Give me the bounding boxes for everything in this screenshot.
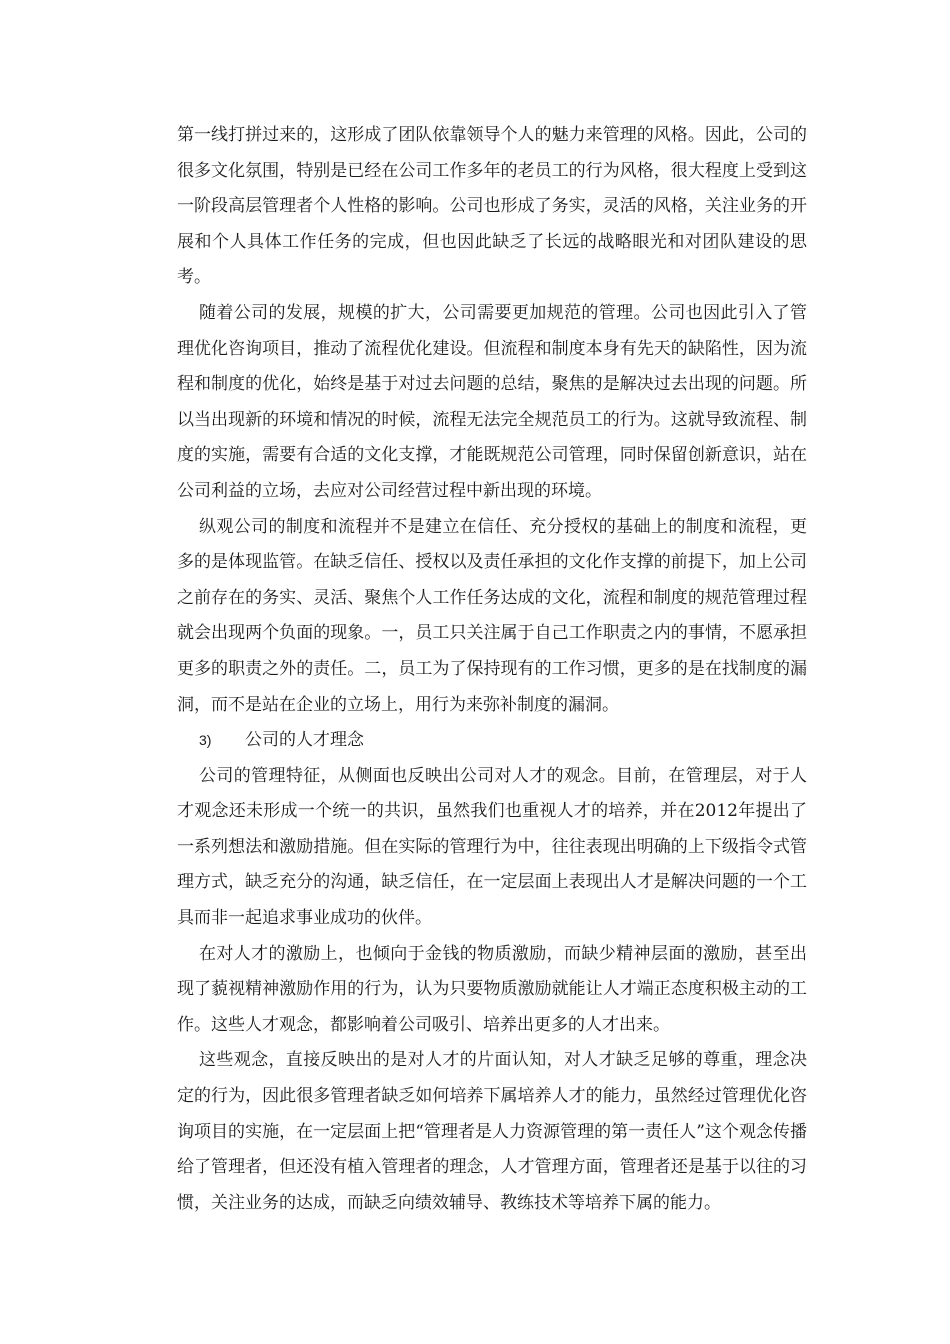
paragraph-3: 纵观公司的制度和流程并不是建立在信任、充分授权的基础上的制度和流程，更多的是体现监管。在缺乏信任、授权以及责任承担的文化作支撑的前提下，加上公司之前存在的务实、灵活、聚焦个人工作任务达成的文化，流程和制度的规范管理过程就会出现两个负面的现象。一，员工只关注属于自己工作职责之内的事情，不愿承担更多的职责之外的责任。二，员工为了保持现有的工作习惯，更多的是在找制度的漏洞，而不是站在企业的立场上，用行为来弥补制度的漏洞。 — [177, 516, 807, 715]
document-page — [177, 118, 807, 1221]
paragraph-1: 第一线打拼过来的，这形成了团队依靠领导个人的魅力来管理的风格。因此，公司的很多文化氛围，特别是已经在公司工作多年的老员工的行为风格，很大程度上受到这一阶段高层管理者个人性格的影响。公司也形成了务实，灵活的风格，关注业务的开展和个人具体工作任务的完成，但也因此缺乏了长远的战略眼光和对团队建设的思考。 — [177, 125, 807, 288]
paragraph-5: 在对人才的激励上，也倾向于金钱的物质激励，而缺少精神层面的激励，甚至出现了藐视精神激励作用的行为，认为只要物质激励就能让人才端正态度积极主动的工作。这些人才观念，都影响着公司吸引、培养出更多的人才出来。 — [177, 943, 807, 1035]
paragraph-2: 随着公司的发展，规模的扩大，公司需要更加规范的管理。公司也因此引入了管理优化咨询项目，推动了流程优化建设。但流程和制度本身有先天的缺陷性，因为流程和制度的优化，始终是基于对过去问题的总结，聚焦的是解决过去出现的问题。所以当出现新的环境和情况的时候，流程无法完全规范员工的行为。这就导致流程、制度的实施，需要有合适的文化支撑，才能既规范公司管理，同时保留创新意识，站在公司利益的立场，去应对公司经营过程中新出现的环境。 — [177, 302, 807, 501]
section-heading — [177, 723, 807, 759]
section-number: 3) — [199, 732, 212, 749]
section-title: 公司的人才理念 — [245, 730, 364, 751]
paragraph-6: 这些观念，直接反映出的是对人才的片面认知，对人才缺乏足够的尊重，理念决定的行为，因此很多管理者缺乏如何培养下属培养人才的能力，虽然经过管理优化咨询项目的实施，在一定层面上把“管理者是人力资源管理的第一责任人”这个观念传播给了管理者，但还没有植入管理者的理念，人才管理方面，管理者还是基于以往的习惯，关注业务的达成，而缺乏向绩效辅导、教练技术等培养下属的能力。 — [177, 1050, 807, 1213]
paragraph-4: 公司的管理特征，从侧面也反映出公司对人才的观念。目前，在管理层，对于人才观念还未形成一个统一的共识，虽然我们也重视人才的培养，并在2012年提出了一系列想法和激励措施。但在实际的管理行为中，往往表现出明确的上下级指令式管理方式，缺乏充分的沟通，缺乏信任，在一定层面上表现出人才是解决问题的一个工具而非一起追求事业成功的伙伴。 — [177, 765, 807, 929]
